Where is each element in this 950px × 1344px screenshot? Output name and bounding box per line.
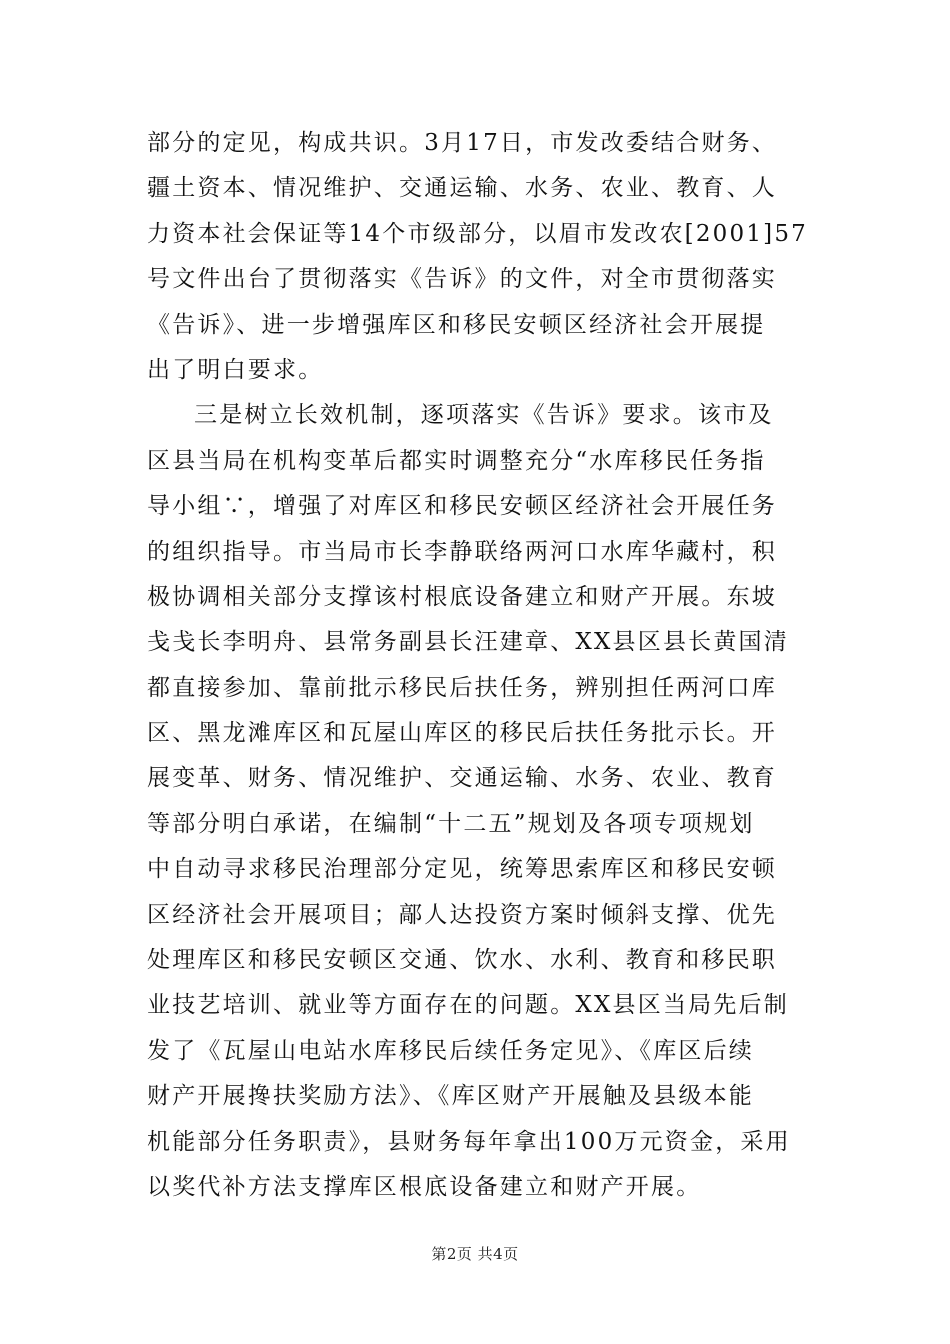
text-line: 部分的定见，构成共识。3月17日，市发改委结合财务、 (147, 130, 778, 156)
text-line: 号文件出台了贯彻落实《告诉》的文件，对全市贯彻落实 (147, 266, 777, 293)
text-line: 区经济社会开展项目；鄗人达投资方案时倾斜支撑、优先 (147, 901, 777, 928)
text-line: 中自动寻求移民治理部分定见，统筹思索库区和移民安顿 (147, 856, 777, 883)
text-line: 出了明白要求。 (147, 356, 324, 383)
text-line: 力资本社会保证等14个市级部分，以眉市发改农[2001]57 (147, 220, 809, 247)
text-line: 发了《瓦屋山电站水库移民后续任务定见》、《库区后续 (147, 1037, 754, 1064)
text-line: 疆土资本、情况维护、交通运输、水务、农业、教育、人 (147, 175, 777, 202)
text-line: 展变革、财务、情况维护、交通运输、水务、农业、教育 (147, 765, 777, 792)
text-line: 业技艺培训、就业等方面存在的问题。XX县区当局先后制 (147, 992, 789, 1019)
text-line: 处理库区和移民安顿区交通、饮水、水利、教育和移民职 (147, 947, 777, 974)
text-line: 区、黑龙滩库区和瓦屋山库区的移民后扶任务批示长。开 (147, 720, 777, 747)
text-line: 等部分明白承诺，在编制“十二五”规划及各项专项规划 (147, 810, 755, 837)
text-line: 导小组∵，增强了对库区和移民安顿区经济社会开展任务 (147, 493, 777, 520)
paragraph-first-line: 三是树立长效机制，逐项落实《告诉》要求。该市及 (194, 402, 774, 429)
body-text (147, 121, 807, 1210)
text-line: 以奖代补方法支撑库区根底设备建立和财产开展。 (147, 1173, 702, 1200)
text-line: 区县当局在机构变革后都实时调整充分“水库移民任务指 (147, 447, 766, 474)
text-line: 都直接参加、靠前批示移民后扶任务，辨别担任两河口库 (147, 674, 777, 701)
text-line: 机能部分任务职责》，县财务每年拿出100万元资金，采用 (147, 1128, 791, 1155)
text-line: 极协调相关部分支撑该村根底设备建立和财产开展。东坡 (147, 583, 777, 610)
text-line: 财产开展搀扶奖励方法》、《库区财产开展触及县级本能 (147, 1083, 754, 1110)
page-footer: 第2页 共4页 (431, 1245, 519, 1263)
text-line: 的组织指导。市当局市长李静联络两河口水库华藏村，积 (147, 538, 777, 565)
text-line: 戋戋长李明舟、县常务副县长汪建章、XX县区县长黄国清 (147, 629, 789, 656)
text-line: 《告诉》、进一步增强库区和移民安顿区经济社会开展提 (147, 311, 766, 338)
